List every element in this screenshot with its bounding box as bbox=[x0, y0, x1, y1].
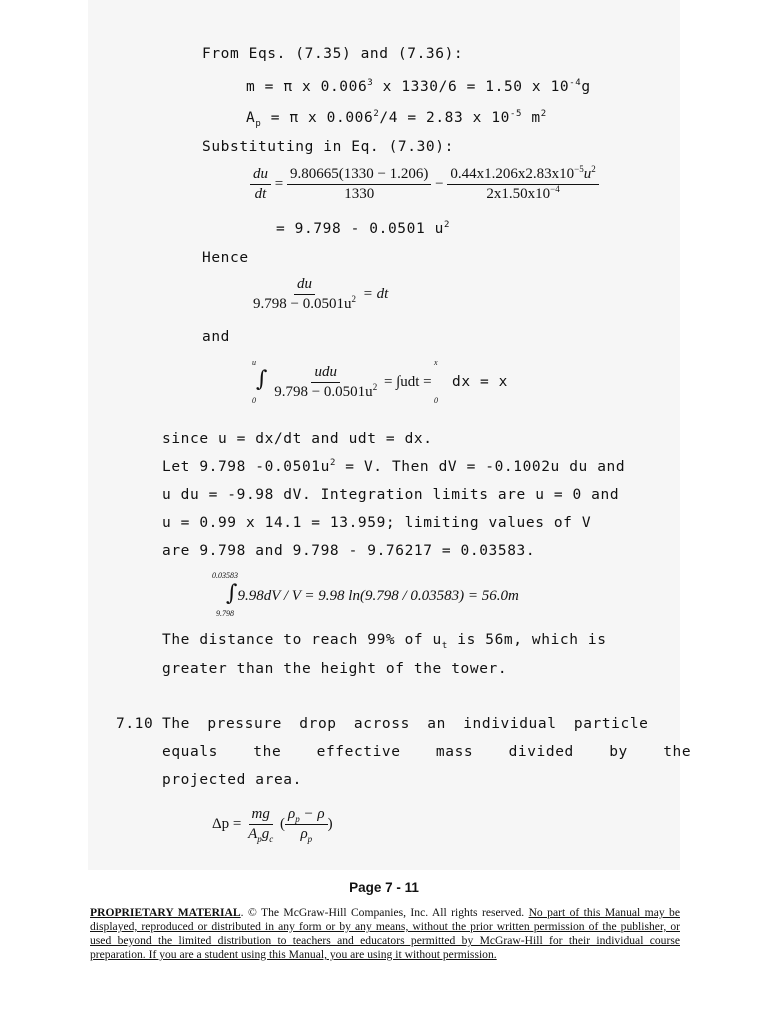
equation-area: $A_p = \pi$ x $0.006^2/4 = 2.83$ x $10^{-5}$ $m^2$ bbox=[246, 109, 547, 129]
proprietary-footer bbox=[90, 906, 680, 962]
equation-distance: 0.03583 9.798 ∫9.98dV / V = 9.98 ln(9.798 / 0.03583) = 56.0m bbox=[212, 571, 519, 618]
text-line: Let 9.798 $-0.0501u^2 = V$. Then dV = -0.1002u du and bbox=[162, 458, 626, 475]
equation-separated: $\frac{du}{9.798 - 0.0501u^2}$ = dt bbox=[253, 276, 389, 312]
text-line: greater than the height of the tower. bbox=[162, 661, 508, 677]
footer-text: . © The McGraw-Hill Companies, Inc. All rights reserved. bbox=[240, 906, 529, 919]
equation-integral: u 0 ∫ $\frac{\text{udu}}{9.798 - 0.0501u^2}$ = ∫udt = x 0 dx = x bbox=[252, 358, 508, 405]
text-line: projected area. bbox=[162, 772, 302, 788]
text-line: u du = -9.98 dV. Integration limits are u = 0 and bbox=[162, 487, 620, 503]
footer-notice: No part of this Manual may be displayed, reproduced or distributed in any form or by any means, without the prior written permission of the publisher, or used beyond the limited distribution to teachers and educators permitted by McGraw-Hill for their individual course preparation. If you are a student using this Manual, you are using it without permission. bbox=[90, 906, 680, 961]
text-line: are 9.798 and 9.798 - 9.76217 = 0.03583. bbox=[162, 543, 536, 559]
equation-du-dt: $\frac{du}{dt}$ = $\frac{9.80665(1330 - 1.206)}{1330}$ − $\frac{0.44x1.206x2.83x10^{-5}u^2}{2x1.50x10^{-4}}$ bbox=[250, 166, 599, 203]
equation-mass: m = π x 0.006$^3$ x 1330/6 = 1.50 x $10^{-4}g$ bbox=[246, 78, 591, 95]
equation-result: = 9.798 - 0.0501 $u^2$ bbox=[276, 220, 450, 237]
integral-sign: ∫ bbox=[226, 581, 238, 606]
footer-bold: PROPRIETARY MATERIAL bbox=[90, 906, 241, 919]
text-line: u = 0.99 x 14.1 = 13.959; limiting values of V bbox=[162, 515, 592, 531]
integral-sign: ∫ bbox=[256, 366, 268, 392]
text-line: The distance to reach 99% of $u_t$ is 56m, which is bbox=[162, 632, 607, 651]
text-line: From Eqs. (7.35) and (7.36): bbox=[202, 46, 464, 62]
text-line: The pressure drop across an individual particle bbox=[162, 716, 649, 732]
equation-pressure-drop: Δp = $\frac{mg}{A_pg_c}$ ( $\frac{\rho_p - \rho}{\rho_p}$ ) bbox=[212, 806, 333, 844]
text-line: since u = dx/dt and udt = dx. bbox=[162, 431, 433, 447]
text-line: equals the effective mass divided by the bbox=[162, 744, 692, 760]
text-line: Hence bbox=[202, 250, 249, 266]
text-line: and bbox=[202, 329, 230, 345]
page-number: Page 7 - 11 bbox=[349, 880, 419, 895]
text-line: Substituting in Eq. (7.30): bbox=[202, 139, 454, 155]
problem-number: 7.10 bbox=[116, 716, 154, 732]
